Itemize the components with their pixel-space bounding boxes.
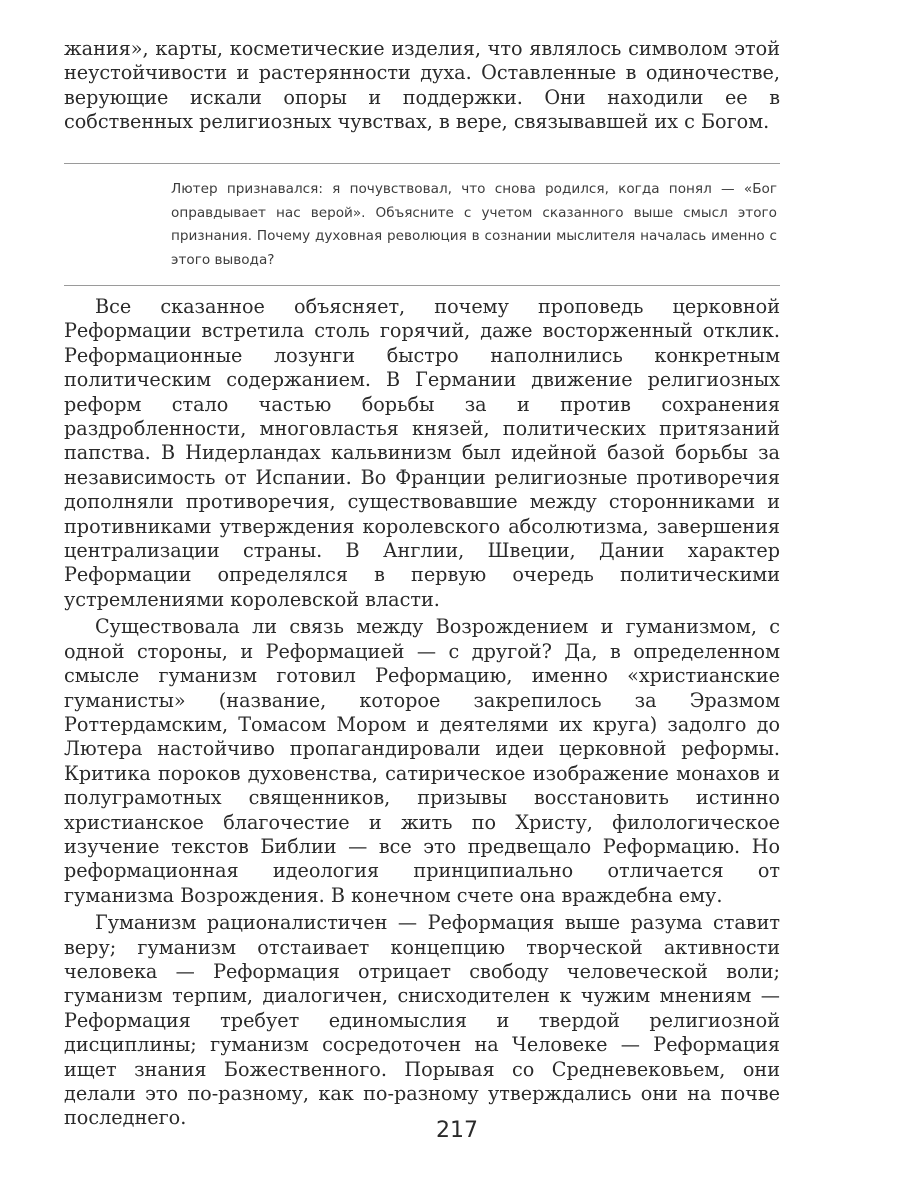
question-box [64, 163, 780, 286]
question-text: Лютер признавался: я почувствовал, что снова родился, когда понял — «Бог оправдывает нас верой». Объясните с учетом сказанного выше смысл этого признания. Почему духовная революция в сознании мыслителя началась именно с этого вывода? [171, 181, 777, 268]
top-text-fragment: жания», карты, косметические изделия, что являлось символом этой неустойчивости и растерянности духа. Оставленные в одиночестве, верующие искали опоры и поддержки. Они находили ее в собственных религиозных чувствах, в вере, связывавшей их с Богом. [64, 37, 780, 134]
paragraph: Существовала ли связь между Возрождением и гуманизмом, с одной стороны, и Реформацией — с другой? Да, в определенном смысле гуманизм готовил Реформацию, именно «христианские гуманисты» (название, которое закрепилось за Эразмом Роттердамским, Томасом Мором и деятелями их круга) задолго до Лютера настойчиво пропагандировали идеи церковной реформы. Критика пороков духовенства, сатирическое изображение монахов и полуграмотных священников, призывы восстановить истинно христианское благочестие и жить по Христу, филологическое изучение текстов Библии — все это предвещало Реформацию. Но реформационная идеология принципиально отличается от гуманизма Возрождения. В конечном счете она враждебна ему. [64, 615, 780, 907]
paragraph: Все сказанное объясняет, почему проповедь церковной Реформации встретила столь горячий, даже восторженный отклик. Реформационные лозунги быстро наполнились конкретным политическим содержанием. В Германии движение религиозных реформ стало частью борьбы за и против сохранения раздробленности, многовластья князей, политических притязаний папства. В Нидерландах кальвинизм был идейной базой борьбы за независимость от Испании. Во Франции религиозные противоречия дополняли противоречия, существовавшие между сторонниками и противниками утверждения королевского абсолютизма, завершения централизации страны. В Англии, Швеции, Дании характер Реформации определялся в первую очередь политическими устремлениями королевской власти. [64, 295, 780, 611]
paragraph: Гуманизм рационалистичен — Реформация выше разума ставит веру; гуманизм отстаивает концепцию творческой активности человека — Реформация отрицает свободу человеческой воли; гуманизм терпим, диалогичен, снисходителен к чужим мнениям — Реформация требует единомыслия и твердой религиозной дисциплины; гуманизм сосредоточен на Человеке — Реформация ищет знания Божественного. Порывая со Средневековьем, они делали это по-разному, как по-разному утверждались они на почве последнего. [64, 911, 780, 1130]
page-number: 217 [436, 1118, 478, 1143]
main-text [64, 295, 780, 1134]
